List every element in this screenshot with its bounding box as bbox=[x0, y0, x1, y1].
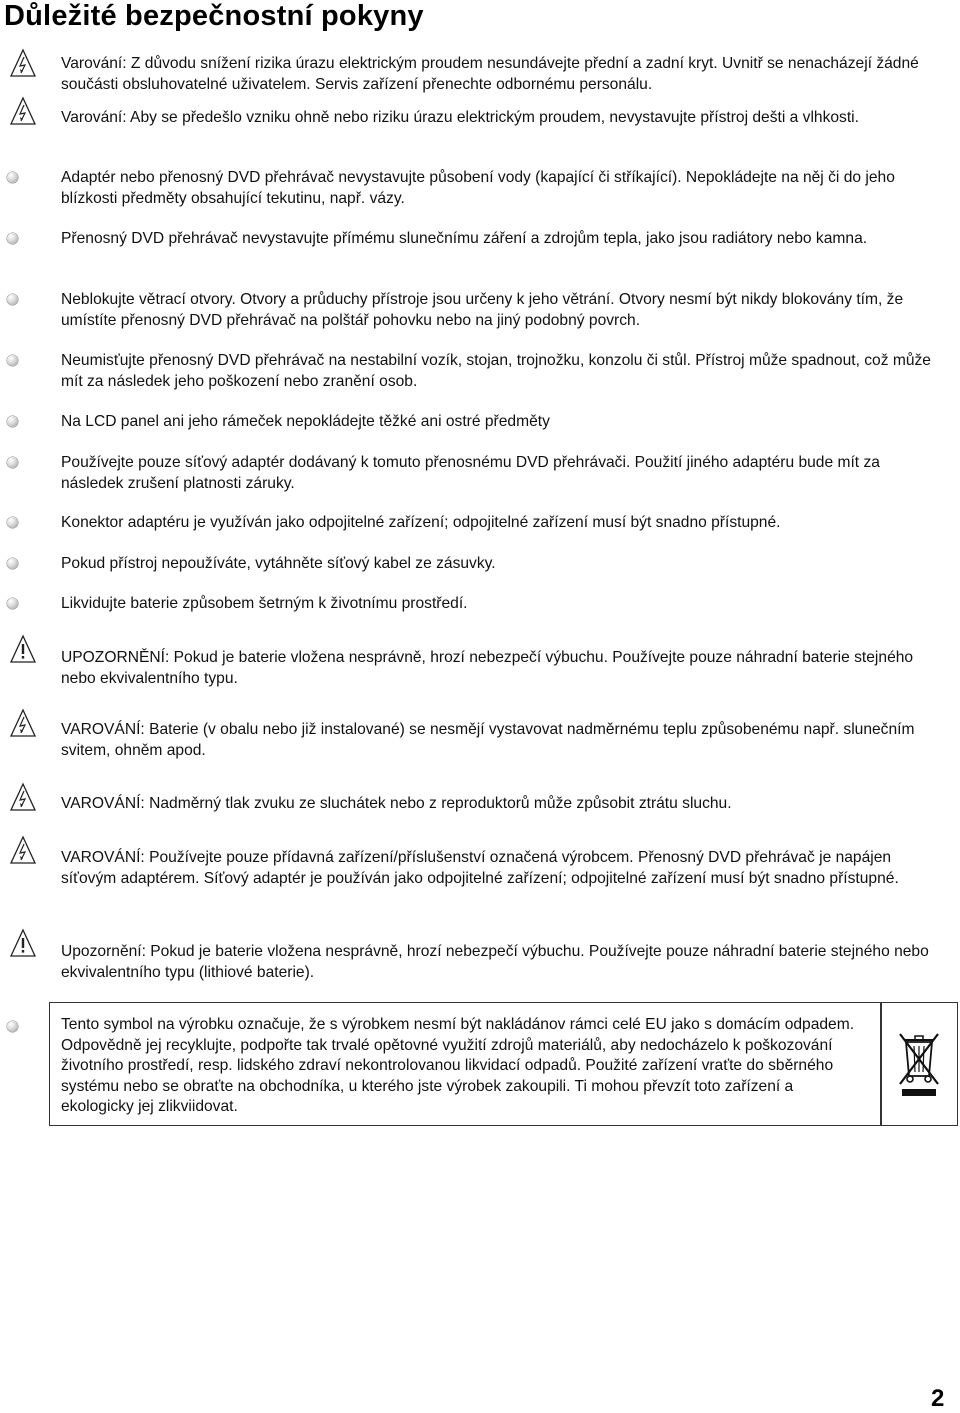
bullet-icon bbox=[7, 598, 18, 609]
electric-warning-icon bbox=[9, 48, 37, 78]
safety-text: Neumisťujte přenosný DVD přehrávač na nestabilní vozík, stojan, trojnožku, konzolu či stůl. Přístroj může spadnout, což může mít za následek jeho poškození nebo zranění osob. bbox=[61, 352, 931, 390]
safety-text: Adaptér nebo přenosný DVD přehrávač nevystavujte působení vody (kapající či stříkající). Nepokládejte na něj či do jeho blízkosti předměty obsahující tekutinu, např. vázy. bbox=[61, 169, 895, 207]
bullet-icon bbox=[7, 517, 18, 528]
bullet-icon bbox=[7, 457, 18, 468]
bullet-icon bbox=[7, 355, 18, 366]
safety-text: Likvidujte baterie způsobem šetrným k životnímu prostředí. bbox=[61, 595, 468, 612]
exclamation-warning-icon bbox=[9, 928, 37, 958]
safety-text: Neblokujte větrací otvory. Otvory a průduchy přístroje jsou určeny k jeho větrání. Otvory nesmí být nikdy blokovány tím, že umístíte přenosný DVD přehrávač na polštář pohovku nebo na jiný podobný povrch. bbox=[61, 291, 904, 329]
bullet-icon bbox=[7, 172, 18, 183]
bullet-icon bbox=[7, 233, 18, 244]
safety-text: Varování: Z důvodu snížení rizika úrazu elektrickým proudem nesundávejte přední a zadní kryt. Uvnitř se nenacházejí žádné součásti obsluhovatelné uživatelem. Servis zařízení přenechte odbornému personálu. bbox=[61, 55, 919, 93]
electric-warning-icon bbox=[9, 96, 37, 126]
safety-text: VAROVÁNÍ: Baterie (v obalu nebo již instalované) se nesmějí vystavovat nadměrnému teplu způsobenému např. slunečním svitem, ohněm apod. bbox=[61, 721, 915, 759]
electric-warning-icon bbox=[9, 708, 37, 738]
electric-warning-icon bbox=[9, 782, 37, 812]
safety-text: Pokud přístroj nepoužíváte, vytáhněte síťový kabel ze zásuvky. bbox=[61, 555, 496, 572]
crossed-out-wheelie-bin-icon bbox=[895, 1030, 943, 1100]
bullet-icon bbox=[7, 416, 18, 427]
bullet-icon bbox=[7, 1021, 18, 1032]
safety-text: Na LCD panel ani jeho rámeček nepokládejte těžké ani ostré předměty bbox=[61, 413, 550, 430]
page-number: 2 bbox=[931, 1385, 945, 1412]
page-title: Důležité bezpečnostní pokyny bbox=[4, 0, 424, 32]
safety-text: VAROVÁNÍ: Nadměrný tlak zvuku ze sluchátek nebo z reproduktorů může způsobit ztrátu sluchu. bbox=[61, 795, 732, 812]
safety-text: VAROVÁNÍ: Používejte pouze přídavná zařízení/příslušenství označená výrobcem. Přenosný DVD přehrávač je napájen síťovým adaptérem. Síťový adaptér je používán jako odpojitelné zařízení; odpojitelné zařízení musí být snadno přístupné. bbox=[61, 849, 899, 887]
bullet-icon bbox=[7, 294, 18, 305]
electric-warning-icon bbox=[9, 835, 37, 865]
weee-divider bbox=[880, 1002, 882, 1126]
safety-text: Upozornění: Pokud je baterie vložena nesprávně, hrozí nebezpečí výbuchu. Používejte pouze náhradní baterie stejného nebo ekvivalentního typu (lithiové baterie). bbox=[61, 943, 929, 981]
bullet-icon bbox=[7, 558, 18, 569]
safety-text: UPOZORNĚNÍ: Pokud je baterie vložena nesprávně, hrozí nebezpečí výbuchu. Používejte pouze náhradní baterie stejného nebo ekvivalentního typu. bbox=[61, 649, 914, 687]
safety-text: Přenosný DVD přehrávač nevystavujte přímému slunečnímu záření a zdrojům tepla, jako jsou radiátory nebo kamna. bbox=[61, 230, 868, 247]
safety-text: Varování: Aby se předešlo vzniku ohně nebo riziku úrazu elektrickým proudem, nevystavujte přístroj dešti a vlhkosti. bbox=[61, 109, 859, 126]
weee-text: Tento symbol na výrobku označuje, že s výrobkem nesmí být nakládánov rámci celé EU jako s domácím odpadem. Odpovědně jej recyklujte, podpořte tak trvalé opětovné využití zdrojů materiálů, aby nedocházelo k poškozování životního prostředí, resp. lidského zdraví nekontrolovanou likvidací odpadů. Použité zařízení vraťte do sběrného systému nebo se obraťte na obchodníka, u kterého jste výrobek zakoupili. Ti mohou převzít toto zařízení a ekologicky jej zlikviidovat. bbox=[61, 1016, 855, 1115]
safety-text: Používejte pouze síťový adaptér dodávaný k tomuto přenosnému DVD přehrávači. Použití jiného adaptéru bude mít za následek zrušení platnosti záruky. bbox=[61, 454, 880, 492]
exclamation-warning-icon bbox=[9, 634, 37, 664]
safety-text: Konektor adaptéru je využíván jako odpojitelné zařízení; odpojitelné zařízení musí být snadno přístupné. bbox=[61, 514, 781, 531]
